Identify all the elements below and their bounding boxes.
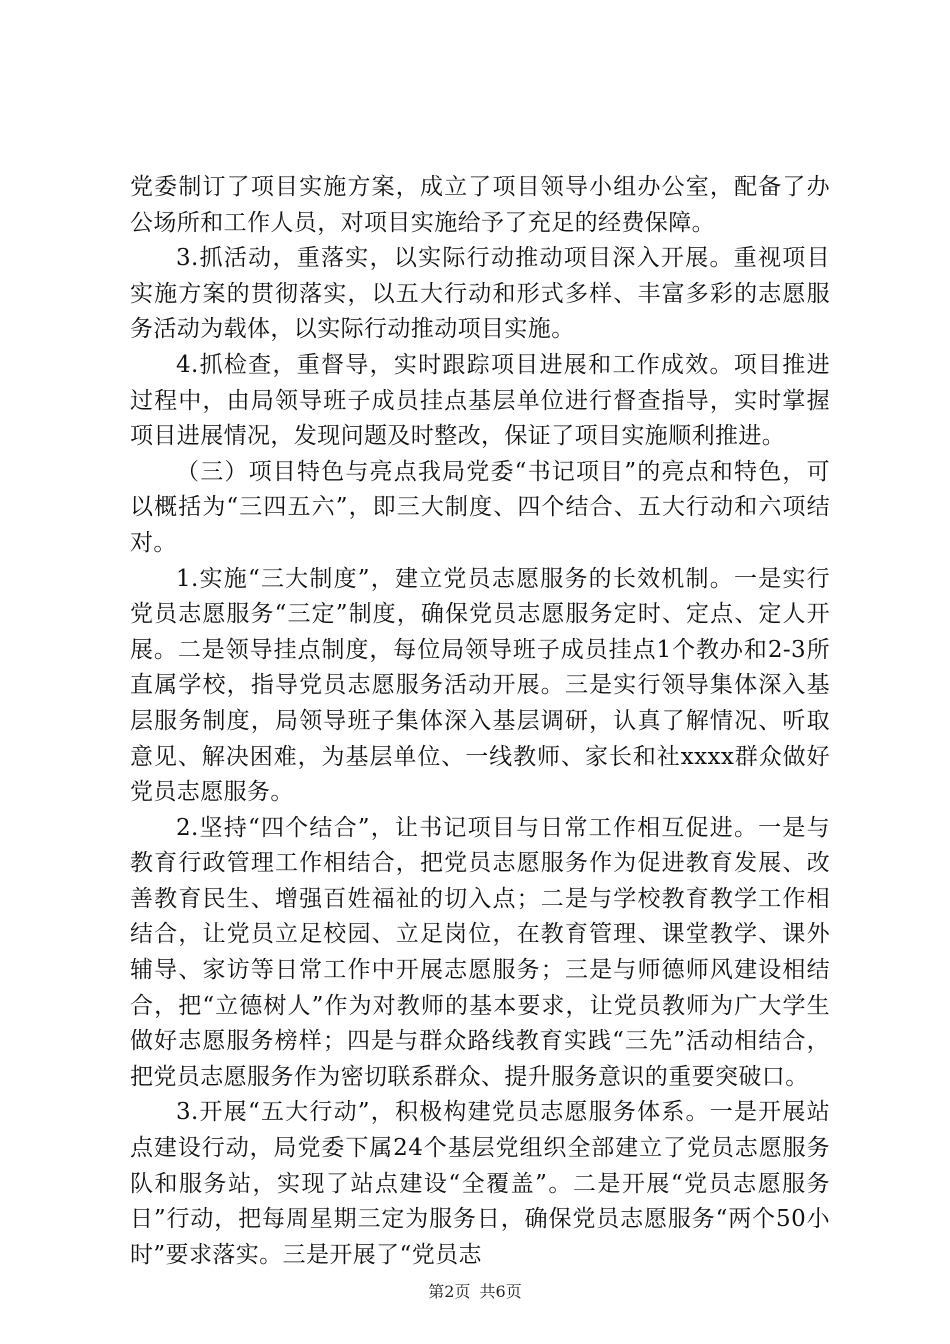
page-number: 第2页 [428, 1282, 471, 1301]
page-total: 共6页 [479, 1282, 522, 1301]
paragraph-continuation: 党委制订了项目实施方案，成立了项目领导小组办公室，配备了办公场所和工作人员，对项目实施给予了充足的经费保障。 [130, 174, 830, 236]
paragraph-section-heading: （三）项目特色与亮点我局党委“书记项目”的亮点和特色，可以概括为“三四五六”，即三大制度、四个结合、五大行动和六项结对。 [130, 458, 830, 556]
paragraph-three-systems: 1.实施“三大制度”，建立党员志愿服务的长效机制。一是实行党员志愿服务“三定”制度，确保党员志愿服务定时、定点、定人开展。二是领导挂点制度，每位局领导班子成员挂点1个教办和2-3所直属学校，指导党员志愿服务活动开展。三是实行领导集体深入基层服务制度，局领导班子集体深入基层调研，认真了解情况、听取意见、解决困难，为基层单位、一线教师、家长和社xxxx群众做好党员志愿服务。 [130, 565, 830, 806]
paragraph-four-combinations: 2.坚持“四个结合”，让书记项目与日常工作相互促进。一是与教育行政管理工作相结合，把党员志愿服务作为促进教育发展、改善教育民生、增强百姓福祉的切入点；二是与学校教育教学工作相结合，让党员立足校园、立足岗位，在教育管理、课堂教学、课外辅导、家访等日常工作中开展志愿服务；三是与师德师风建设相结合，把“立德树人”作为对教师的基本要求，让党员教师为广大学生做好志愿服务榜样；四是与群众路线教育实践“三先”活动相结合，把党员志愿服务作为密切联系群众、提升服务意识的重要突破口。 [130, 814, 830, 1090]
paragraph-inspection: 4.抓检查，重督导，实时跟踪项目进展和工作成效。项目推进过程中，由局领导班子成员挂点基层单位进行督查指导，实时掌握项目进展情况，发现问题及时整改，保证了项目实施顺利推进。 [130, 351, 830, 450]
paragraph-activity: 3.抓活动，重落实，以实际行动推动项目深入开展。重视项目实施方案的贯彻落实，以五大行动和形式多样、丰富多彩的志愿服务活动为载体，以实际行动推动项目实施。 [130, 245, 830, 343]
paragraph-five-actions: 3.开展“五大行动”，积极构建党员志愿服务体系。一是开展站点建设行动，局党委下属24个基层党组织全部建立了党员志愿服务队和服务站，实现了站点建设“全覆盖”。二是开展“党员志愿服务日”行动，把每周星期三定为服务日，确保党员志愿服务“两个50小时”要求落实。三是开展了“党员志 [130, 1099, 830, 1268]
page-footer [0, 1282, 950, 1302]
document-body [130, 170, 830, 1273]
